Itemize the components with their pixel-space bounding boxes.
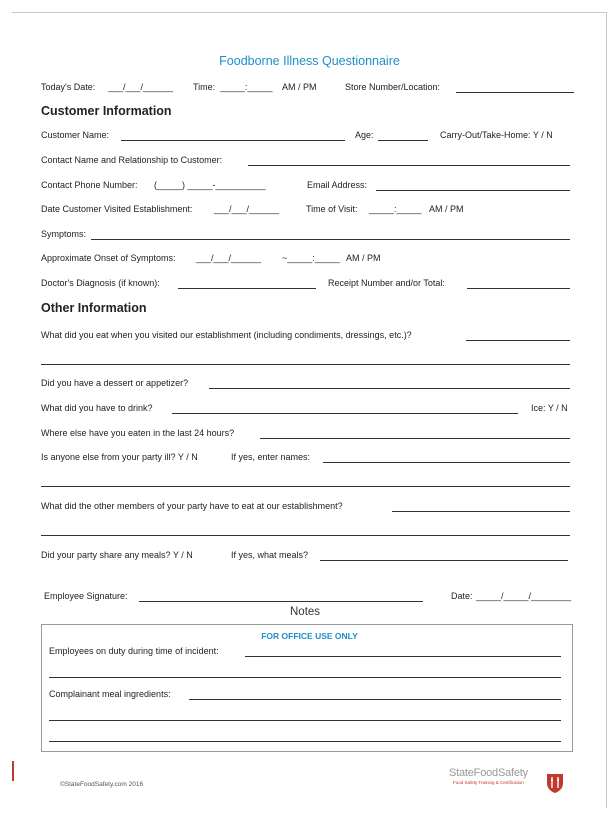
q-party-field[interactable] [392,511,570,512]
phone-label: Contact Phone Number: [41,180,138,190]
q-dessert-label: Did you have a dessert or appetizer? [41,378,189,388]
carry-out-label: Carry-Out/Take-Home: Y / N [440,130,553,140]
time-field[interactable]: _____:_____ [220,82,273,92]
receipt-label: Receipt Number and/or Total: [328,278,445,288]
onset-date-field[interactable]: ___/___/______ [196,253,262,263]
visit-time-label: Time of Visit: [306,204,358,214]
employee-signature-field[interactable] [139,601,423,602]
customer-name-field[interactable] [121,140,345,141]
receipt-field[interactable] [467,288,570,289]
diagnosis-field[interactable] [178,288,316,289]
q-else-label: Where else have you eaten in the last 24 hours? [41,428,235,438]
symptoms-field[interactable] [91,239,570,240]
customer-info-heading: Customer Information [41,104,172,118]
q-drink-field[interactable] [172,413,518,414]
office-use-title: FOR OFFICE USE ONLY [261,631,358,641]
form-title: Foodborne Illness Questionnaire [219,54,400,68]
margin-mark [12,761,14,781]
customer-name-label: Customer Name: [41,130,110,140]
duty-label: Employees on duty during time of incident: [49,646,219,656]
age-field[interactable] [378,140,428,141]
logo-text: StateFoodSafety [449,767,528,779]
email-field[interactable] [376,190,570,191]
other-info-heading: Other Information [41,301,147,315]
office-use-box [41,624,573,752]
q-eat-field[interactable] [466,340,570,341]
q-dessert-field[interactable] [209,388,570,389]
date-field[interactable]: ___/___/______ [108,82,174,92]
time-ampm: AM / PM [282,82,317,92]
visit-date-field[interactable]: ___/___/______ [214,204,280,214]
signature-date-label: Date: [451,591,473,601]
q-eat-label: What did you eat when you visited our establishment (including condiments, dressings, etc.)? [41,330,412,340]
notes-title: Notes [290,606,321,618]
visit-time-field[interactable]: _____:_____ [369,204,422,214]
employee-signature-label: Employee Signature: [44,591,128,601]
time-label: Time: [193,82,216,92]
q-party-label: What did the other members of your party have to eat at our establishment? [41,501,343,511]
duty-field[interactable] [245,656,561,657]
visit-date-label: Date Customer Visited Establishment: [41,204,193,214]
symptoms-label: Symptoms: [41,229,87,239]
logo-tagline: Food Safety Training & Certification [453,780,524,785]
age-label: Age: [355,130,374,140]
q-else-field[interactable] [260,438,570,439]
copyright: ©StateFoodSafety.com 2016 [60,781,144,788]
duty-field-extra[interactable] [49,677,561,678]
share-meals-field[interactable] [320,560,568,561]
q-eat-field-extra[interactable] [41,364,570,365]
onset-ampm: AM / PM [346,253,381,263]
signature-date-field[interactable]: _____/_____/________ [476,591,572,601]
phone-field[interactable]: (_____) _____-__________ [154,180,266,190]
ingredients-label: Complainant meal ingredients: [49,689,171,699]
q-ill-label: Is anyone else from your party ill? Y / N [41,452,198,462]
q-drink-label: What did you have to drink? [41,403,153,413]
store-label: Store Number/Location: [345,82,441,92]
share-meals-label: If yes, what meals? [231,550,309,560]
ingredients-field[interactable] [189,699,561,700]
shield-logo-icon [536,763,554,785]
store-field[interactable] [456,92,574,93]
contact-name-label: Contact Name and Relationship to Customer: [41,155,223,165]
diagnosis-label: Doctor's Diagnosis (if known): [41,278,160,288]
onset-label: Approximate Onset of Symptoms: [41,253,176,263]
q-share-label: Did your party share any meals? Y / N [41,550,193,560]
ingredients-field-extra-1[interactable] [49,720,561,721]
email-label: Email Address: [307,180,368,190]
ill-names-field[interactable] [323,462,570,463]
ingredients-field-extra-2[interactable] [49,741,561,742]
onset-time-field[interactable]: ~_____:_____ [282,253,340,263]
q-party-field-extra[interactable] [41,535,570,536]
contact-name-field[interactable] [248,165,570,166]
visit-ampm: AM / PM [429,204,464,214]
ice-label: Ice: Y / N [531,403,568,413]
ill-names-field-extra[interactable] [41,486,570,487]
date-label: Today's Date: [41,82,96,92]
ill-names-label: If yes, enter names: [231,452,311,462]
questionnaire-page [12,12,607,808]
